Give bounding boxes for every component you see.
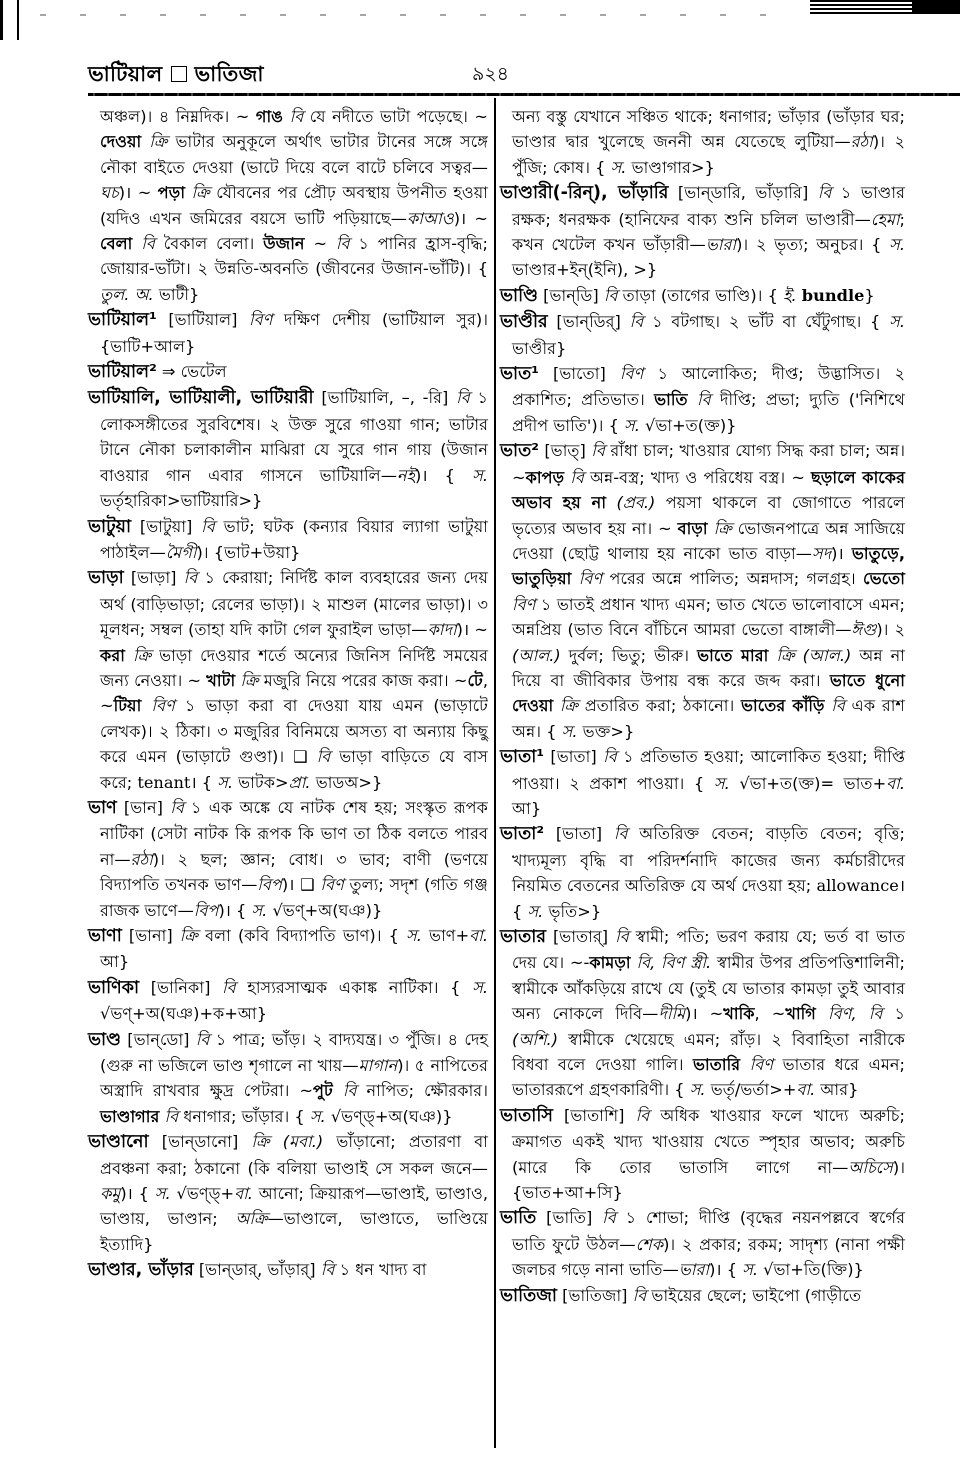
header-rule: [88, 93, 960, 96]
dictionary-entry: [88, 514, 488, 566]
entry-headword: ভাণিকা: [88, 977, 140, 998]
entry-definition: [ভাতা] বি ১ প্রতিভাত হওয়া; আলোকিত হওয়া; দীপ্তি পাওয়া। ২ প্রকাশ পাওয়া। { স. √ভা+ত(ক্ত)= ভাত+বা. আ}: [512, 747, 906, 818]
entry-definition: [ভাড়া] বি ১ কেরায়া; নির্দিষ্ট কাল ব্যবহারের জন্য দেয় অর্থ (বাড়িভাড়া; রেলের ভাড়া)। ২ মাশুল (মালের ভাড়া)। ৩ মূলধন; সম্বল (তাহা যদি কাটা গেল ফুরাইল ভাড়া—কাদা)। ~ করা ক্রি ভাড়া দেওয়ার শর্তে অন্যের জিনিস নির্দিষ্ট সময়ের জন্য নেওয়া। ~ খাটা ক্রি মজুরি নিয়ে পরের কাজ করা। ~টে, ~টিয়া বিণ ১ ভাড়া করা বা দেওয়া যায় এমন (ভাড়াটে লেখক)। ২ ঠিকা। ৩ মজুরির বিনিময়ে অসত্য বা অন্যায় কিছু করে এমন (ভাড়াটে গুণ্ডা)। ❑ বি ভাড়া বাড়িতে যে বাস করে; tenant। { স. ভাটক>প্রা. ভাডঅ>}: [100, 568, 489, 792]
entry-headword: ভাতা¹: [500, 747, 544, 768]
page-number: ৯২৪: [472, 63, 510, 85]
dictionary-entry: [88, 1027, 488, 1130]
entry-headword: ভাতার: [500, 927, 546, 947]
dictionary-entry: [500, 744, 905, 821]
entry-headword: ভাটুয়া: [88, 516, 132, 537]
entry-definition: [ভাতিজা] বি ভাইয়ের ছেলে; ভাইপো (গাড়ীতে: [562, 1285, 862, 1305]
entry-headword: ভাণা: [88, 926, 122, 946]
entry-definition: [ভাতার্] বি স্বামী; পতি; ভরণ করায় যে; ভর্ত বা ভাত দেয় যে। ~-কামড়া বি, বিণ স্ত্রী. স্বামীর উপর প্রতিপত্তিশালিনী; স্বামীকে আঁকড়িয়ে রাখে যে (তুই যে ভাতার কামড়া তুই আবার অন্য নোকলে দিবি—দীমি)। ~খাকি, ~খাগি বিণ, বি ১ (অশি.) স্বামীকে খেয়েছে এমন; রাঁড়। ২ বিবাহিতা নারীকে বিধবা বলে দেওয়া গালি। ভাতারি বিণ ভাতার ধরে এমন; ভাতাররূপে গ্রহণকারিণী। { স. ভর্তৃ/ভর্তা>+বা. আর}: [512, 927, 905, 1100]
dictionary-entry: [500, 180, 905, 283]
entry-definition: [ভান্‌ডো] বি ১ পাত্র; ভাঁড়। ২ বাদ্যযন্ত্র। ৩ পুঁজি। ৪ দেহ (গুরু না ভজিলে ভাণ্ড শৃগালে না খায়—মাগান)। ৫ নাপিতের অস্ত্রাদি রাখবার ক্ষুদ্র পেটরা। ~পুট বি নাপিত; ক্ষৌরকার। ভাণ্ডাগার বি ধনাগার; ভাঁড়ার। { স. √ভণ্ড্+অ(ঘঞ)}: [100, 1029, 489, 1126]
page-header: [88, 58, 944, 92]
entry-definition: [ভান্‌ডানো] ক্রি (মবা.) ভাঁড়ানো; প্রতারণা বা প্রবঞ্চনা করা; ঠকানো (কি বলিয়া ভাণ্ডাই সে সকল জনে—কমু)। { স. √ভণ্ড্+বা. আনো; ক্রিয়ারূপ—ভাণ্ডাই, ভাণ্ডাও, ভাণ্ডায়, ভাণ্ডান; অক্রি—ভাণ্ডালে, ভাণ্ডাতে, ভাণ্ডিয়ে ইত্যাদি}: [100, 1132, 488, 1254]
entry-definition: অঞ্চল)। ৪ নিম্নদিক। ~ গাঙ বি যে নদীতে ভাটা পড়েছে। ~ দেওয়া ক্রি ভাটার অনুকূলে অর্থাৎ ভাটার টানের সঙ্গে সঙ্গে নৌকা বাইতে দেওয়া (ভাটে দিয়ে বলে বাটে চলিবে সত্বর—ঘচ)। ~ পড়া ক্রি যৌবনের পর প্রৌঢ় অবস্থায় উপনীত হওয়া (যদিও এখন জমিরের বয়সে ভাটি পড়িয়াছে—কাআও)। ~ বেলা বি বৈকাল বেলা। উজান ~ বি ১ পানির হ্রাস-বৃদ্ধি; জোয়ার-ভাঁটা। ২ উন্নতি-অবনতি (জীবনের উজান-ভাঁটি)। { তুল. অ. ভাটী}: [100, 107, 488, 304]
dictionary-entry: [500, 1283, 905, 1309]
entry-continuation: [500, 104, 905, 180]
dictionary-entry: [88, 1257, 488, 1283]
entry-definition: [ভানা] ক্রি বলা (কবি বিদ্যাপতি ভাণ)। { স. ভাণ+বা. আ}: [100, 926, 488, 972]
dictionary-entry: [88, 795, 488, 923]
entry-definition: [ভাতা] বি অতিরিক্ত বেতন; বাড়তি বেতন; বৃত্তি; খাদ্যমূল্য বৃদ্ধি বা পরিদর্শনাদি কাজের জন্য কর্মচারীদের নিয়মিত বেতনের অতিরিক্ত যে অর্থ দেওয়া হয়; allowance। { স. ভৃতি>}: [512, 824, 905, 921]
dictionary-entry: [500, 924, 905, 1103]
entry-definition: ⇒ ভেটেল: [161, 362, 227, 382]
entry-headword: ভাণ্ডীর: [500, 312, 548, 333]
dictionary-entry: [500, 438, 905, 744]
guide-word-last: ভাতিজা: [194, 62, 264, 86]
entry-headword: ভাণ্ডারী(-রিন্), ভাঁড়ারি: [500, 183, 669, 204]
entry-headword: ভাণ্ডানো: [88, 1132, 149, 1153]
entry-headword: ভাটিয়ালি, ভাটিয়ালী, ভাটিয়ারী: [88, 388, 314, 409]
entry-definition: [ভান্‌ডি] বি তাড়া (তাগের ভাণ্ডি)। { ই. bundle}: [543, 285, 875, 305]
scan-noise: [40, 14, 800, 16]
entry-definition: [ভাতাশি] বি অধিক খাওয়ার ফলে খাদ্যে অরুচি; ক্রমাগত একই খাদ্য খাওয়ায় খেতে স্পৃহার অভাব; অরুচি (মারে কি তোর ভাতাসি লাগে না—অচিসে)। {ভাত+আ+সি}: [512, 1105, 905, 1203]
dictionary-entry: [88, 359, 488, 385]
scan-edge-artifact: [0, 0, 19, 40]
dictionary-entry: [500, 821, 905, 924]
entry-headword: ভাণ্ডার, ভাঁড়ার: [88, 1260, 194, 1281]
dictionary-entry: [88, 385, 488, 513]
entry-definition: [ভান্‌ডির্] বি ১ বটগাছ। ২ ভাঁট বা ঘেঁটুগাছ। { স. ভাণ্ডীর}: [512, 312, 905, 358]
column-divider: [494, 98, 496, 1448]
entry-definition: [ভান] বি ১ এক অঙ্কে যে নাটক শেষ হয়; সংস্কৃত রূপক নাটিকা (সেটা নাটক কি রূপক কি ভাণ তা ঠিক বলতে পারব না—রঠা)। ২ ছল; জ্ঞান; বোধ। ৩ ভাব; বাণী (ভণয়ে বিদ্যাপতি তখনক ভাণ—বিপ)। ❑ বিণ তুল্য; সদৃশ (গতি গঞ্জ রাজক ভাণে—বিপ)। { স. √ভণ্+অ(ঘঞ)}: [100, 797, 488, 920]
dictionary-entry: [88, 307, 488, 359]
guide-word-first: ভাটিয়াল: [88, 62, 163, 86]
entry-headword: ভাটিয়াল¹: [88, 310, 157, 331]
dictionary-entry: [88, 1129, 488, 1257]
guide-words: [88, 58, 264, 93]
entry-definition: [ভাটিয়াল] বিণ দক্ষিণ দেশীয় (ভাটিয়াল সুর)। {ভাটি+আল}: [100, 310, 489, 356]
dictionary-entry: [88, 923, 488, 975]
entry-headword: ভাণ: [88, 797, 117, 818]
dictionary-entry: [500, 1103, 905, 1206]
entry-definition: [ভানিকা] বি হাস্যরসাত্মক একাঙ্ক নাটিকা। { স. √ভণ্+অ(ঘঞ)+ক+আ}: [100, 977, 488, 1024]
dictionary-entry: [500, 1205, 905, 1282]
entry-headword: ভাতিজা: [500, 1285, 557, 1306]
entry-definition: [ভাতি] বি ১ শোভা; দীপ্তি (বৃদ্ধের নয়নপল্লবে স্বর্গের ভাতি ফুটে উঠল—শেক)। ২ প্রকার; রকম; সাদৃশ্য (নানা পক্ষী জলচর গড়ে নানা ভাতি—ভারা)। { স. √ভা+তি(ক্তি)}: [512, 1208, 905, 1280]
entry-continuation: [88, 104, 488, 307]
dictionary-entry: [500, 361, 905, 438]
entry-headword: ভাতা²: [500, 824, 544, 845]
entry-definition: [ভাটুয়া] বি ভাট; ঘটক (কন্যার বিয়ার ল্যাগা ভাটুয়া পাঠাইল—মৈগী)। {ভাট+উয়া}: [100, 516, 488, 562]
entry-definition: [ভাতো] বিণ ১ আলোকিত; দীপ্ত; উদ্ভাসিত। ২ প্রকাশিত; প্রতিভাত। ভাতি বি দীপ্তি; প্রভা; দ্যুতি ('নিশিথে প্রদীপ ভাতি')। { স. √ভা+ত(ক্ত)}: [512, 364, 905, 435]
left-column: [88, 104, 488, 1284]
entry-headword: ভাতাসি: [500, 1105, 553, 1126]
entry-definition: [ভাটিয়ালি, –, -রি] বি ১ লোকসঙ্গীতের সুরবিশেষ। ২ উক্ত সুরে গাওয়া গান; ভাটার টানে নৌকা চলাকালীন মাঝিরা যে সুরে গান গায় (উজান বাওয়ার গান এবার গাসনে ভাটিয়ালি—নই)। { স. ভর্তৃহারিকা>ভাটিয়ারি>}: [100, 388, 489, 511]
entry-headword: ভাণ্ডি: [500, 285, 538, 306]
dictionary-entry: [88, 565, 488, 795]
entry-headword: ভাণ্ড: [88, 1029, 121, 1050]
entry-definition: [ভাত্] বি রাঁধা চাল; খাওয়ার যোগ্য সিদ্ধ করা চাল; অন্ন। ~কাপড় বি অন্ন-বস্ত্র; খাদ্য ও পরিধেয় বস্ত্র। ~ ছড়ালে কাকের অভাব হয় না (প্রব.) পয়সা থাকলে বা জোগাতে পারলে ভৃত্যের অভাব হয় না। ~ বাড়া ক্রি ভোজনপাত্রে অন্ন সাজিয়ে দেওয়া (ছোট্ট থালায় হয় নাকো ভাত বাড়া—সদ)। ভাতুড়ে, ভাতুড়িয়া বিণ পরের অন্নে পালিত; অন্নদাস; গলগ্রহ। ভেতো বিণ ১ ভাতই প্রধান খাদ্য এমন; ভাত খেতে ভালোবাসে এমন; অন্নপ্রিয় (ভাত বিনে বাঁচিনে আমরা ভেতো বাঙ্গালী—ঈগু)। ২ (আল.) দুর্বল; ভিতু; ভীরু। ভাতে মারা ক্রি (আল.) অন্ন না দিয়ে বা জীবিকার উপায় বন্ধ করে জব্দ করা। ভাতে ধুনো দেওয়া ক্রি প্রতারিত করা; ঠকানো। ভাতের কাঁড়ি বি এক রাশ অন্ন। { স. ভক্ত>}: [512, 441, 906, 741]
empty-square-icon: [171, 66, 187, 82]
entry-headword: ভাত¹: [500, 364, 539, 385]
dictionary-entry: [88, 975, 488, 1027]
entry-headword: ভাত²: [500, 441, 539, 462]
scan-corner-artifact: [810, 0, 960, 14]
entry-headword: ভাতি: [500, 1208, 537, 1229]
entry-definition: [ভান্‌ডার্, ভাঁড়ার্] বি ১ ধন খাদ্য বা: [198, 1260, 427, 1280]
dictionary-entry: [500, 283, 905, 309]
entry-headword: ভাটিয়াল²: [88, 362, 157, 383]
entry-definition: অন্য বস্তু যেখানে সঞ্চিত থাকে; ধনাগার; ভাঁড়ার (ভাঁড়ার ঘর; ভাণ্ডার দ্বার খুলেছে জননী অন্ন যেতেছে লুটিয়া—রঠা)। ২ পুঁজি; কোষ। { স. ভাণ্ডাগার>}: [512, 107, 905, 177]
dictionary-entry: [500, 309, 905, 361]
right-column: [500, 104, 905, 1309]
entry-definition: [ভান্‌ডারি, ভাঁড়ারি] বি ১ ভাণ্ডার রক্ষক; ধনরক্ষক (হানিফের বাক্য শুনি চলিল ভাণ্ডারী—হেমা; কখন খেটেল কখন ভাঁড়ারী—ভারা)। ২ ভৃত্য; অনুচর। { স. ভাণ্ডার+ইন্(ইনি), >}: [512, 183, 906, 280]
entry-headword: ভাড়া: [88, 568, 124, 589]
